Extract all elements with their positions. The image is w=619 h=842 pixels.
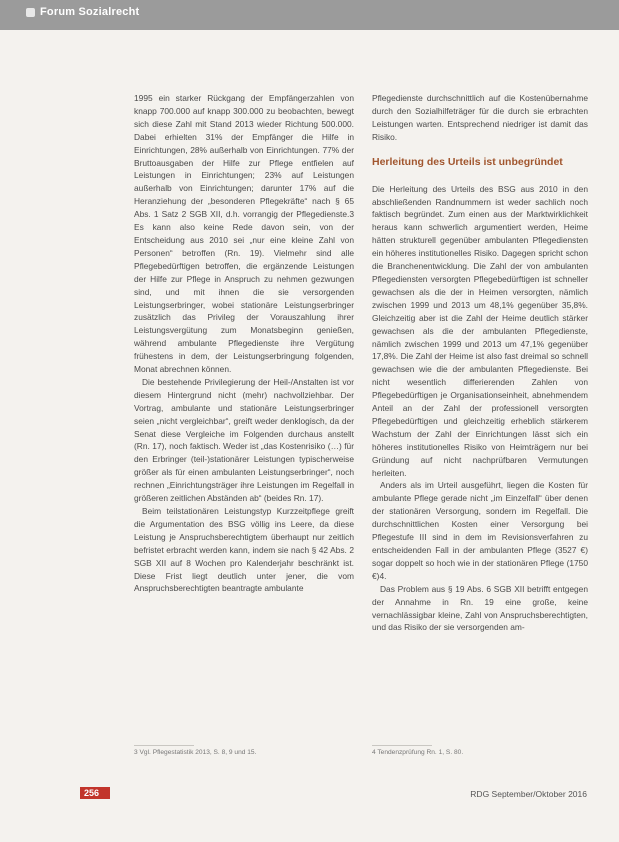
- body-paragraph: Die Herleitung des Urteils des BSG aus 2010 in den abschließenden Randnummern ist weder sachlich noch faktisch begründet. Zum einen aus der Marktwirklichkeit heraus kann schwerlich argumentiert werden, Heime hätten strukturell gegenüber ambulanten Pflegediensten ein höheres institutionelles Risiko. Dagegen spricht schon die Branchenentwicklung. Die Zahl der von ambulanten Pflegediensten versorgten Pflegebedürftigen ist schneller gewachsen als die der in Heimen versorgten, nämlich zwischen 1999 und 2013 um 48,1% gegenüber 35,8%. Gleichzeitig aber ist die Zahl der Heime deutlich stärker gewachsen als die der ambulanten Pflegedienste, nämlich zwischen 1999 und 2013 um 47,1% gegenüber 17,8%. Die Zahl der Heime ist also fast dreimal so schnell gewachsen wie die der ambulanten Pflegedienste. Bei nicht wesentlich differierenden Zahlen von Pflegebedürftigen je Organisationseinheit, abnehmendem Anteil an der Zahl der professionell versorgten Pflegebedürftigen und gleichzeitig erheblich stärkerem Wachstum der Zahl der Einrichtungen lässt sich ein höheres institutionelles Risiko von Heimträgern nur bei Gründung auf nicht nachprüfbaren Vermutungen herleiten.: [372, 183, 588, 478]
- section-marker-icon: [26, 8, 35, 17]
- footnote-divider: [134, 745, 194, 746]
- section-title: Forum Sozialrecht: [40, 6, 140, 18]
- footnote: 4 Tendenzprüfung Rn. 1, S. 80.: [372, 749, 464, 756]
- body-paragraph: Das Problem aus § 19 Abs. 6 SGB XII betrifft entgegen der Annahme in Rn. 19 eine große, keine vernachlässigbar kleine, Zahl von Anspruchsberechtigten, und das Risiko der sie versorgenden am-: [372, 583, 588, 633]
- body-paragraph: Beim teilstationären Leistungstyp Kurzzeitpflege greift die Argumentation des BSG völlig ins Leere, da diese Leistung je Anspruchsberechtigtem überhaupt nur zeitlich befristet erbracht werden kann, indem sie nach § 42 Abs. 2 SGB XII auf 8 Wochen pro Kalenderjahr beschränkt ist. Diese Frist liegt deutlich unter jener, die vom Anspruchsberechtigten beantragte ambulante: [134, 506, 354, 594]
- body-paragraph: Die bestehende Privilegierung der Heil-/Anstalten ist vor diesem Hintergrund nicht (mehr) nachvollziehbar. Der Vortrag, ambulante und stationäre Leistungserbringer seien „nicht vergleichbar“, greift weder denklogisch, da der Senat diese Vergleiche im Folgenden durchaus anstellt (Rn. 17), noch faktisch. Weder ist „das Kostenrisiko (…) für den Erbringer (teil-)stationärer Leistungen typischerweise größer als für einen ambulanten Leistungserbringer“, noch rechnen „Einrichtungsträger ihre Leistungen im Regelfall in größeren zeitlichen Abständen ab“ (beides Rn. 17).: [134, 376, 354, 504]
- header-bar: [0, 0, 619, 30]
- right-column: [372, 92, 588, 634]
- body-paragraph: Pflegedienste durchschnittlich auf die Kostenübernahme durch den Sozialhilfeträger für die durch sie erbrachten Leistungen warten. Entsprechend niedriger ist damit das Risiko.: [372, 93, 588, 142]
- left-column: [134, 92, 354, 595]
- body-paragraph: Anders als im Urteil ausgeführt, liegen die Kosten für ambulante Pflege gerade nicht „im Einzelfall“ über denen der stationären Versorgung, sondern im Regelfall. Die durchschnittlichen Kosten einer Versorgung bei Pflegestufe III sind in dem im Revisionsverfahren zu entscheidenden Fall in der ambulanten Pflege (3527 €) sogar doppelt so hoch wie in der stationären Pflege (1750 €)4.: [372, 480, 588, 581]
- page-number: 256: [84, 788, 100, 798]
- body-paragraph: 1995 ein starker Rückgang der Empfängerzahlen von knapp 700.000 auf knapp 300.000 zu beobachten, bewegt sich diese Zahl mit Stand 2013 wieder Richtung 500.000. Dabei erhielten 31% der Empfänger die Hilfe in Einrichtungen, 28% außerhalb von Einrichtungen. 77% der Bruttoausgaben der Hilfe zur Pflege entfielen auf Leistungen in Einrichtungen; 23% auf Leistungen außerhalb von Einrichtungen; darunter 17% auf die Heranziehung der „besonderen Pflegekräfte“ nach § 65 Abs. 1 Satz 2 SGB XII, d.h. vorrangig der Pflegedienste.3 Es kann also keine Rede davon sein, von der Entscheidung aus 2010 sei „nur eine kleine Zahl von Personen“ betroffen (Rn. 19). Vielmehr sind alle Pflegebedürftigen betroffen, die ergänzende Leistungen der Hilfe zur Pflege in Anspruch zu nehmen gezwungen sind, und mit ihnen die sie versorgenden Leistungserbringer, wobei stationäre Leistungserbringer zusätzlich das Privileg der Vorauszahlung ihrer Leistungsvergütung zum Monatsbeginn genießen, während ambulante Pflegedienste ihre Vergütung frühestens in dem, der Leistungserbringung folgenden, Monat abrechnen können.: [134, 93, 354, 375]
- footnote-divider: [372, 745, 432, 746]
- journal-issue: RDG September/Oktober 2016: [470, 789, 587, 799]
- footnote: 3 Vgl. Pflegestatistik 2013, S. 8, 9 und 15.: [134, 749, 257, 756]
- section-heading: Herleitung des Urteils ist unbegründet: [372, 155, 563, 168]
